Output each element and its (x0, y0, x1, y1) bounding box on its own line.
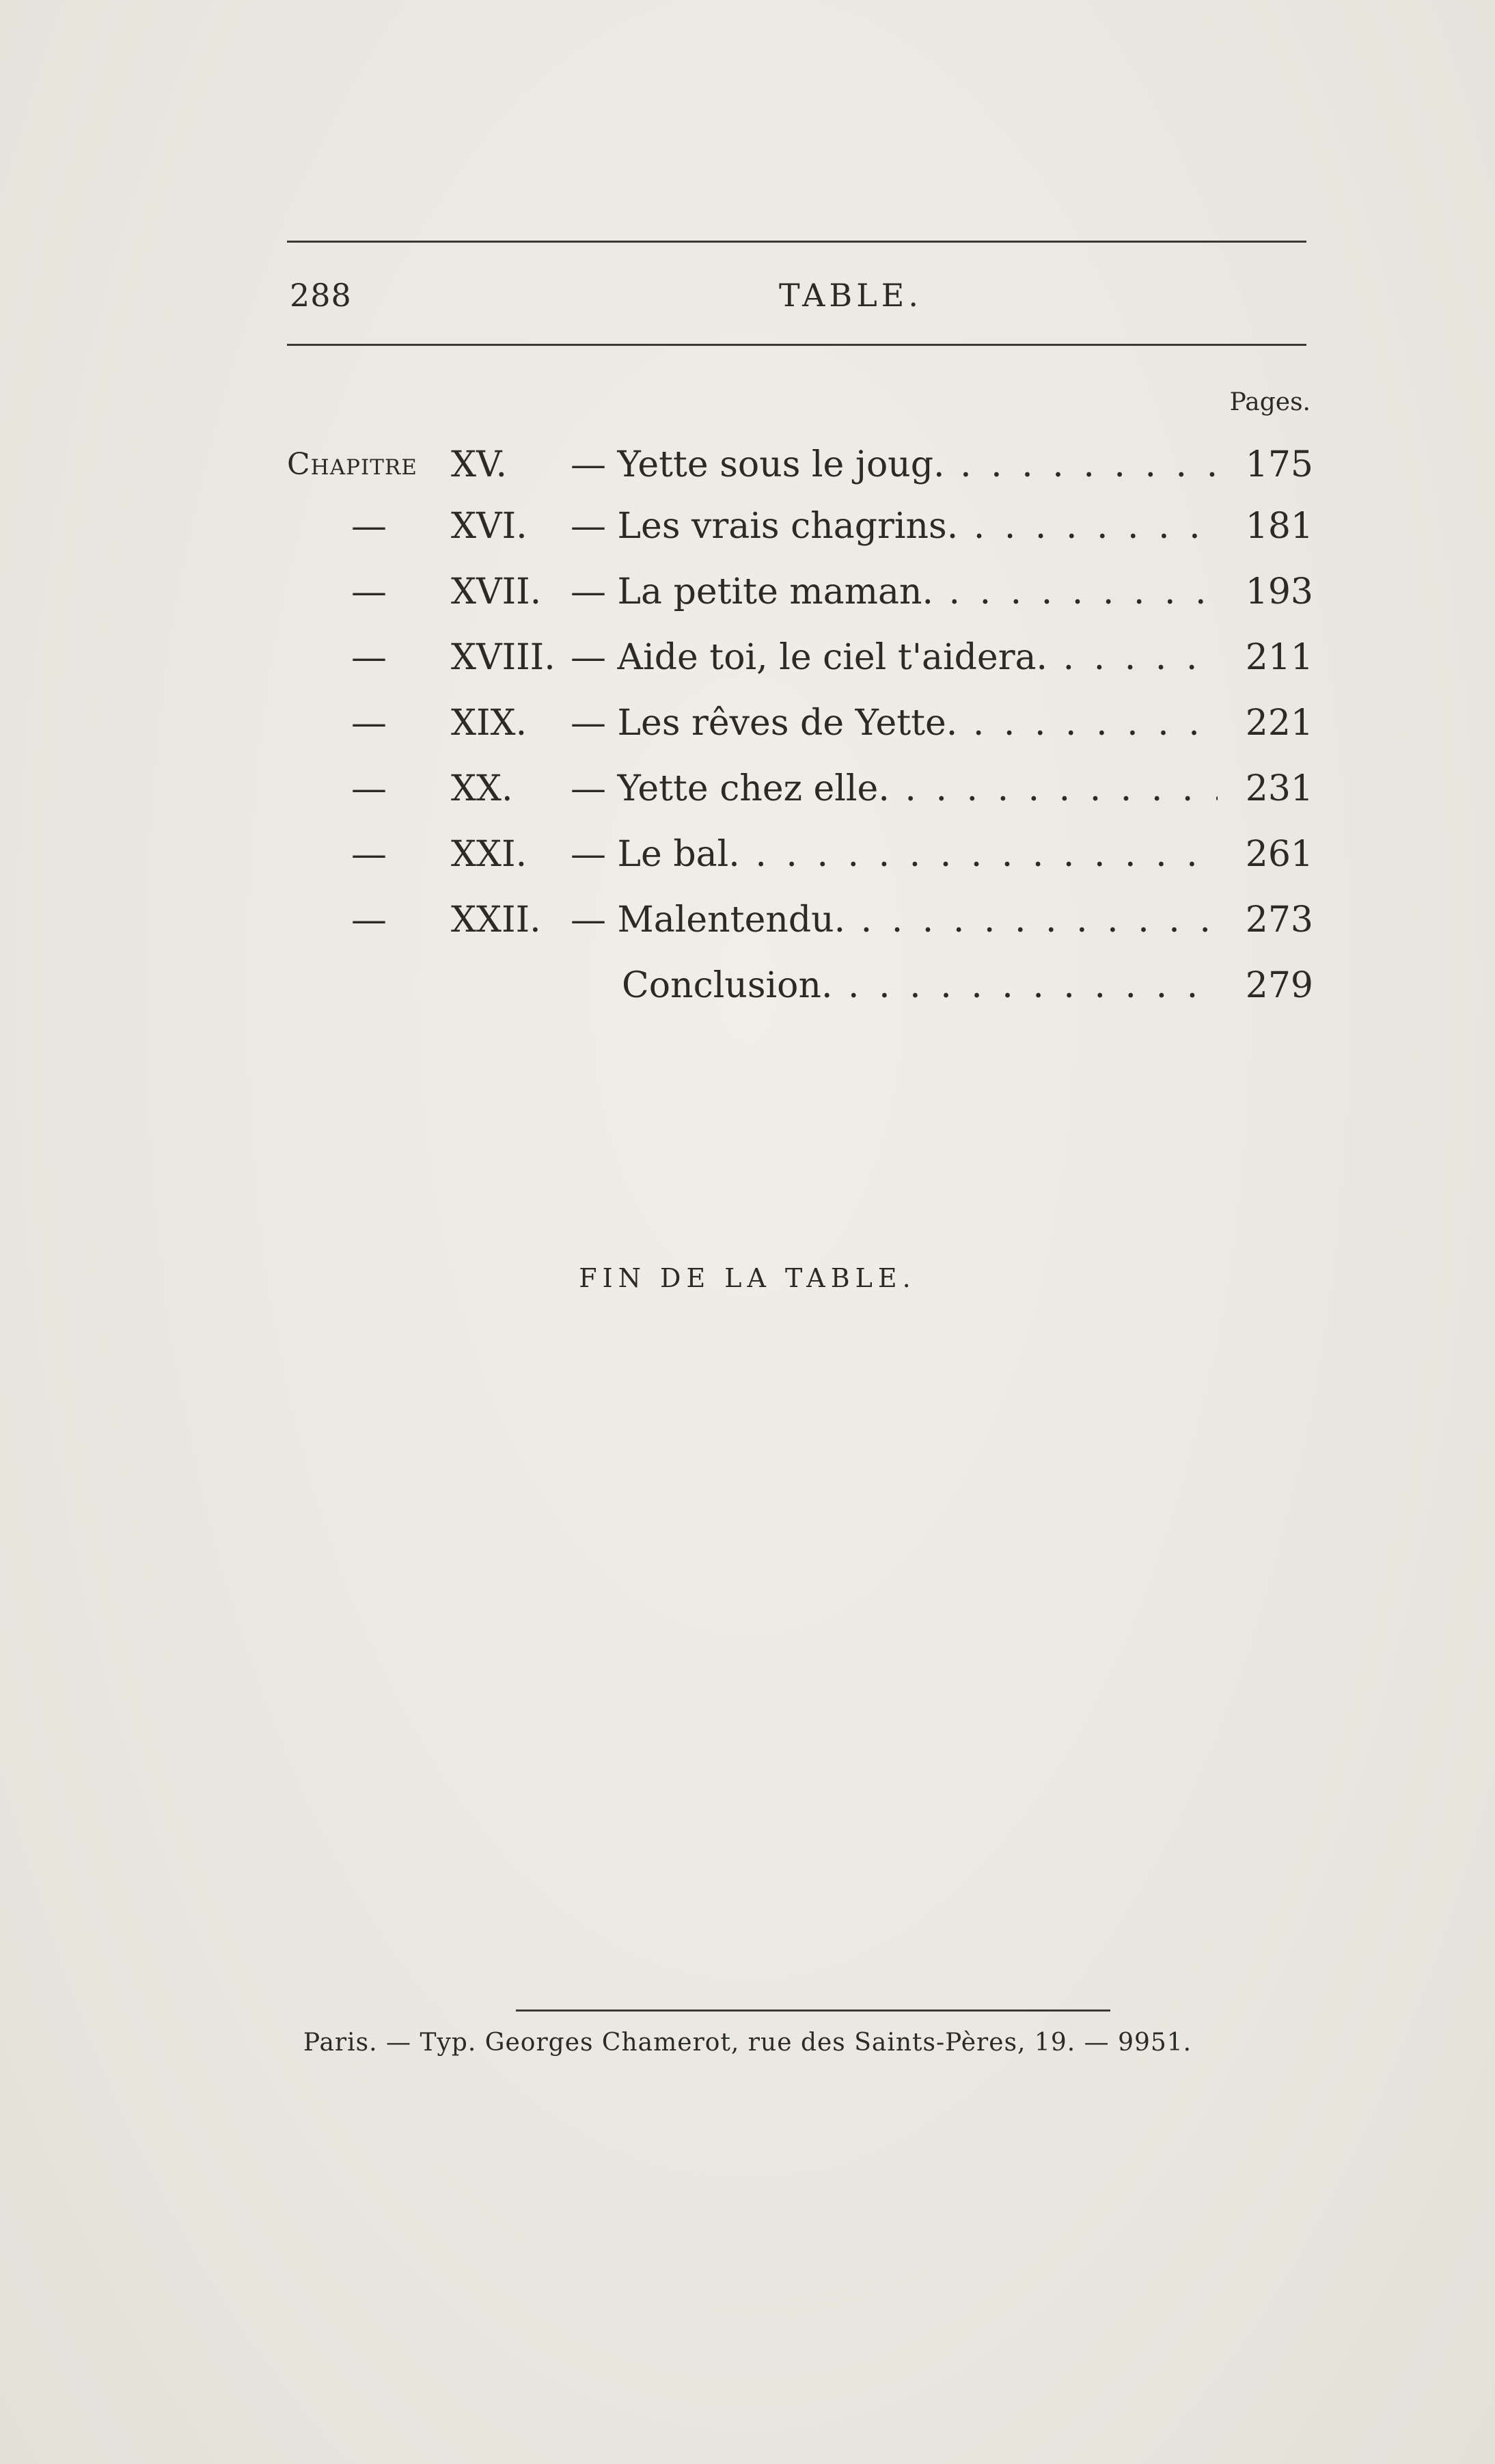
toc-chapter-label: — (351, 506, 387, 547)
page-title: TABLE. (779, 277, 922, 314)
toc-page-number: 261 (1245, 834, 1313, 875)
toc-chapter-number: XXII. (451, 899, 541, 940)
toc-page-number: 175 (1245, 444, 1313, 485)
toc-chapter-number: XIX. (451, 703, 527, 744)
toc-page-number: 273 (1245, 899, 1313, 940)
toc-row (287, 962, 1313, 1010)
toc-chapter-label: — (351, 703, 387, 744)
toc-chapter-label: — (351, 637, 387, 678)
toc-chapter-label: — (351, 834, 387, 875)
toc-row (287, 699, 1313, 747)
toc-chapter-label: — (351, 571, 387, 612)
toc-row (287, 765, 1313, 813)
toc-row (287, 830, 1313, 878)
toc-chapter-number: XXI. (451, 834, 527, 875)
toc-chapter-number: XVI. (451, 506, 527, 547)
toc-chapter-number: XV. (451, 444, 508, 485)
toc-page-number: 181 (1245, 506, 1313, 547)
toc-chapter-label: — (351, 768, 387, 809)
printer-imprint: Paris. — Typ. Georges Chamerot, rue des Saints-Pères, 19. — 9951. (303, 2029, 1192, 2057)
toc-chapter-title: — Le bal. . . . (571, 830, 1218, 878)
toc-row (287, 896, 1313, 944)
toc-row (287, 634, 1313, 681)
end-of-table-note: FIN DE LA TABLE. (579, 1263, 916, 1293)
toc-chapter-label: — (351, 899, 387, 940)
toc-row (287, 441, 1313, 489)
toc-page-number: 231 (1245, 768, 1313, 809)
toc-chapter-number: XVII. (451, 571, 542, 612)
toc-row (287, 568, 1313, 616)
toc-chapter-title: — Malentendu. . . . (571, 896, 1218, 944)
toc-row (287, 502, 1313, 550)
toc-chapter-title: — Les vrais chagrins. . . . (571, 502, 1218, 550)
toc-chapter-title: — Les rêves de Yette. . . . (571, 699, 1218, 747)
toc-chapter-title: Conclusion. . . . (622, 962, 1218, 1010)
toc-chapter-title: — La petite maman. . . . (571, 568, 1218, 616)
toc-page-number: 211 (1245, 637, 1313, 678)
pages-column-label: Pages. (1229, 388, 1311, 416)
header-bottom-rule (287, 344, 1306, 346)
toc-chapter-title: — Yette chez elle. . . . (571, 765, 1218, 813)
header-top-rule (287, 241, 1306, 243)
toc-page-number: 279 (1245, 965, 1313, 1006)
toc-page-number: 221 (1245, 703, 1313, 744)
toc-chapter-number: XX. (451, 768, 513, 809)
toc-chapter-number: XVIII. (451, 637, 556, 678)
toc-chapter-title: — Aide toi, le ciel t'aidera. . . . (571, 634, 1218, 681)
toc-chapter-title: — Yette sous le joug. . . . (571, 441, 1218, 489)
imprint-rule (516, 2009, 1110, 2012)
toc-page-number: 193 (1245, 571, 1313, 612)
page-number: 288 (290, 277, 352, 314)
toc-chapter-label: Chapitre (287, 447, 417, 482)
